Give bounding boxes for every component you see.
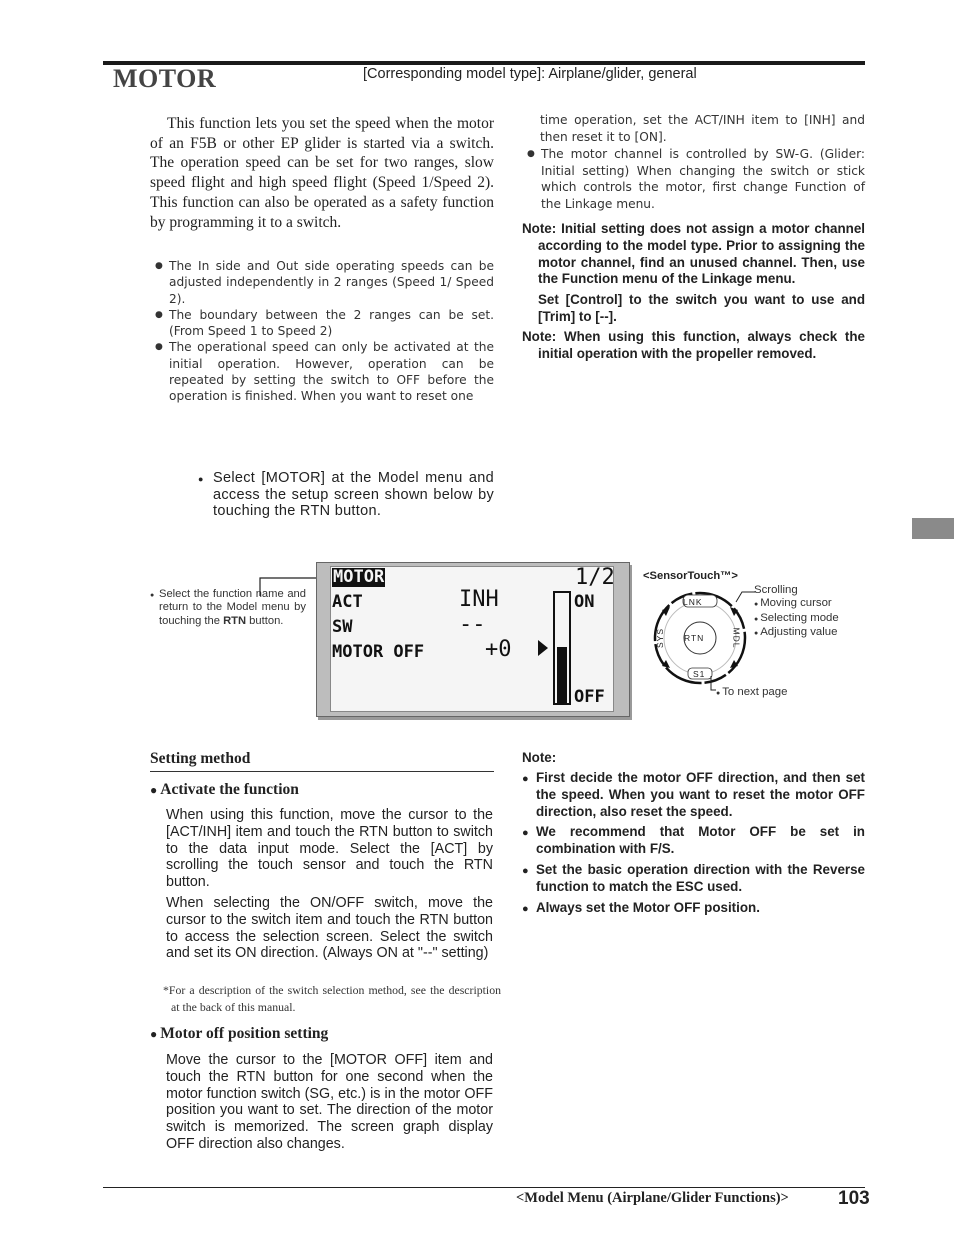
section-tab-marker [912,518,954,539]
list-item: ● Selecting mode [754,611,839,624]
lcd-motor-bar [553,591,571,705]
lcd-act-label: ACT [332,592,363,612]
cursor-arrow-icon [537,639,549,657]
page-number: 103 [838,1188,870,1209]
sensortouch-list [754,584,839,640]
bottom-note-list [522,770,865,920]
lcd-sw-label: SW [332,617,353,637]
list-item: ● Set the basic operation direction with the Reverse function to match the ESC used. [522,861,865,894]
list-item: ● First decide the motor OFF direction, and then set the speed. When you want to reset the motor OFF direction, also reset the speed. [522,770,865,819]
bullet-icon: ● [198,474,204,484]
function-name-callout: ● Select the function name and return to the Model menu by touching the RTN button. [150,588,306,627]
list-item: ● We recommend that Motor OFF be set in combination with F/S. [522,824,865,857]
lcd-page-indicator[interactable]: 1/2 [575,565,615,590]
lcd-title[interactable]: MOTOR [333,567,385,587]
lcd-sw-value[interactable]: -- [459,612,486,637]
sensortouch-title: <SensorTouch™> [643,570,738,582]
lcd-motor-off-label: MOTOR OFF [332,642,425,662]
note-propeller: Note: When using this function, always check the initial operation with the propeller removed. [522,328,865,361]
list-item: ● Adjusting value [754,625,838,638]
dial-lnk-label[interactable]: LNK [683,597,703,607]
intro-paragraph: This function lets you set the speed when the motor of an F5B or other EP glider is started via a switch. The operation speed can be set for two ranges, slow speed flight and high speed flight (Speed 1/Speed 2). This function can also be operated as a safety function by programming it to a switch. [150,115,494,231]
note-initial-setting: Note: Initial setting does not assign a motor channel according to the model type. Prior to assigning the motor channel, find an unused channel. Then, use the Function menu of the Linkage menu. [522,221,865,287]
lcd-screen [330,566,614,712]
motoroff-paragraph: Move the cursor to the [MOTOR OFF] item and touch the RTN button for one second when the motor function switch (SG, etc.) is in the motor OFF position you want to set. The direction of the motor switch is memorized. The screen graph display OFF direction also changes. [166,1052,493,1152]
note-control-trim: Set [Control] to the switch you want to use and [Trim] to [--]. [538,292,865,324]
callout-rtn: RTN [223,614,247,627]
dial-rtn-label[interactable]: RTN [684,633,705,643]
select-instruction [198,470,494,520]
list-item: ● The motor channel is controlled by SW-G. (Glider: Initial setting) When changing the switch or stick which controls the motor, first change Function of the Linkage menu. [527,146,865,212]
select-instruction-text: Select [MOTOR] at the Model menu and access the setup screen shown below by touching the RTN button. [213,470,494,520]
setting-method-heading: Setting method [150,750,251,767]
to-next-page-label: ● To next page [716,686,788,698]
top-notes [522,221,865,362]
list-item: ● The operational speed can only be activated at the initial operation. However, operation can be repeated by setting the switch to OFF before the operation is finished. When you want to reset one [155,339,494,404]
list-item: ● The In side and Out side operating speeds can be adjusted independently in 2 ranges (Speed 1/ Speed 2). [155,258,494,307]
dial-mdl-label[interactable]: MDL [731,627,742,649]
lcd-bar-on-label: ON [574,592,595,612]
bottom-note-heading: Note: [522,750,557,765]
left-bullet-list [155,258,494,405]
activate-paragraph-1: When using this function, move the cursor to the [ACT/INH] item and touch the RTN button to switch to the data input mode. Select the [ACT] by scrolling the touch sensor and touch the RTN button. [166,807,493,891]
list-item: ● Always set the Motor OFF position. [522,899,760,915]
top-rule [103,61,865,65]
bottom-rule [103,1187,865,1188]
activate-paragraph-2: When selecting the ON/OFF switch, move the cursor to the switch item and touch the RTN button to access the selection screen. Select the switch and set its ON direction. (Always ON at "--" setting) [166,895,493,962]
lcd-motor-off-value[interactable]: +0 [485,637,512,662]
right-continued-text: time operation, set the ACT/INH item to [INH] and then reset it to [ON]. [540,113,865,144]
right-bullet-list [527,146,865,212]
list-item: ● The boundary between the 2 ranges can be set. (From Speed 1 to Speed 2) [155,307,494,340]
callout-tail: button. [246,614,284,627]
setting-method-rule [150,771,494,772]
page-title: MOTOR [113,64,217,93]
lcd-motor-bar-fill [557,647,567,703]
activate-heading: ● Activate the function [150,781,299,798]
sensortouch-leader-lines [706,588,758,694]
callout-text: Select the function name and return to the Model menu by touching the [159,588,306,627]
motoroff-heading: ● Motor off position setting [150,1025,329,1042]
lcd-bar-off-label: OFF [574,687,605,707]
switch-footnote: *For a description of the switch selection method, see the description at the back of this manual. [163,983,501,1014]
list-item: ● Moving cursor [754,597,832,610]
scrolling-label: Scrolling [754,584,798,596]
model-type-label: [Corresponding model type]: Airplane/glider, general [363,66,697,82]
lcd-act-value[interactable]: INH [459,587,499,612]
dial-s1-label[interactable]: S1 [693,669,706,679]
dial-sys-label[interactable]: SYS [655,627,666,649]
footer-section-label: <Model Menu (Airplane/Glider Functions)> [516,1190,789,1206]
